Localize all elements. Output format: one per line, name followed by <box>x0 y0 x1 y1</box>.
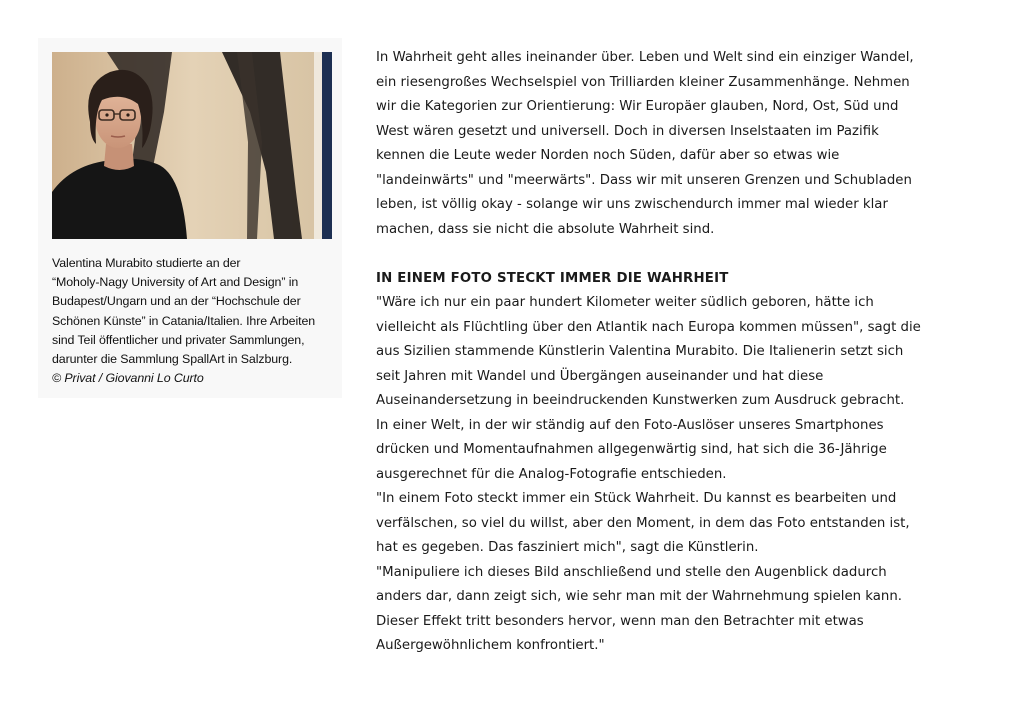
body-line: In einer Welt, in der wir ständig auf den Foto-Auslöser unseres Smartphones <box>376 417 884 433</box>
intro-line: wir die Kategorien zur Orientierung: Wir Europäer glauben, Nord, Ost, Süd und <box>376 99 899 114</box>
portrait-image <box>52 52 332 239</box>
body-line: Dieser Effekt tritt besonders hervor, wenn man den Betrachter mit etwas <box>376 613 864 629</box>
caption-line: darunter die Sammlung SpallArt in Salzburg. <box>52 352 293 367</box>
body-line: anders dar, dann zeigt sich, wie sehr man mit der Wahrnehmung spielen kann. <box>376 589 902 604</box>
body-line: verfälschen, so viel du willst, aber den Moment, in dem das Foto entstanden ist, <box>376 515 910 531</box>
article-body <box>376 46 976 659</box>
photo-credit: © Privat / Giovanni Lo Curto <box>52 371 204 386</box>
intro-line: In Wahrheit geht alles ineinander über. Leben und Welt sind ein einziger Wandel, <box>376 50 914 65</box>
intro-line: leben, ist völlig okay - solange wir uns zwischendurch immer mal wieder klar <box>376 197 888 212</box>
section-heading: IN EINEM FOTO STECKT IMMER DIE WAHRHEIT <box>376 270 729 286</box>
body-line: seit Jahren mit Wandel und Übergängen auseinander und hat diese <box>376 368 824 384</box>
portrait-photo <box>52 52 332 239</box>
caption-line: sind Teil öffentlicher und privater Sammlungen, <box>52 332 305 347</box>
body-line: drücken und Momentaufnahmen allgegenwärtig sind, hat sich die 36-Jährige <box>376 442 887 457</box>
caption-line: Schönen Künste” in Catania/Italien. Ihre Arbeiten <box>52 313 316 328</box>
caption-line: Valentina Murabito studierte an der <box>52 256 241 270</box>
photo-caption <box>52 254 334 388</box>
body-line: Außergewöhnlichem konfrontiert." <box>376 638 605 653</box>
intro-line: machen, dass sie nicht die absolute Wahrheit sind. <box>376 221 715 237</box>
intro-line: kennen die Leute weder Norden noch Süden, dafür aber so etwas wie <box>376 148 840 163</box>
body-line: ausgerechnet für die Analog-Fotografie entschieden. <box>376 466 727 482</box>
intro-line: "landeinwärts" und "meerwärts". Dass wir mit unseren Grenzen und Schubladen <box>376 172 912 188</box>
caption-line: “Moholy-Nagy University of Art and Design” in <box>52 275 299 290</box>
body-line: "Manipuliere ich dieses Bild anschließend und stelle den Augenblick dadurch <box>376 564 887 580</box>
body-line: Auseinandersetzung in beeindruckenden Kunstwerken zum Ausdruck gebracht. <box>376 393 905 408</box>
paragraph-gap <box>376 242 976 267</box>
intro-line: ein riesengroßes Wechselspiel von Trilliarden kleiner Zusammenhänge. Nehmen <box>376 74 910 90</box>
body-line: aus Sizilien stammende Künstlerin Valentina Murabito. Die Italienerin setzt sich <box>376 344 904 359</box>
body-line: vielleicht als Flüchtling über den Atlantik nach Europa kommen müssen", sagt die <box>376 319 921 335</box>
intro-line: West wären gesetzt und universell. Doch in diversen Inselstaaten im Pazifik <box>376 123 879 139</box>
body-line: hat es gegeben. Das fasziniert mich", sagt die Künstlerin. <box>376 540 759 555</box>
body-line: "Wäre ich nur ein paar hundert Kilometer weiter südlich geboren, hätte ich <box>376 295 874 310</box>
body-line: "In einem Foto steckt immer ein Stück Wahrheit. Du kannst es bearbeiten und <box>376 491 897 506</box>
caption-line: Budapest/Ungarn und an der “Hochschule der <box>52 294 301 309</box>
